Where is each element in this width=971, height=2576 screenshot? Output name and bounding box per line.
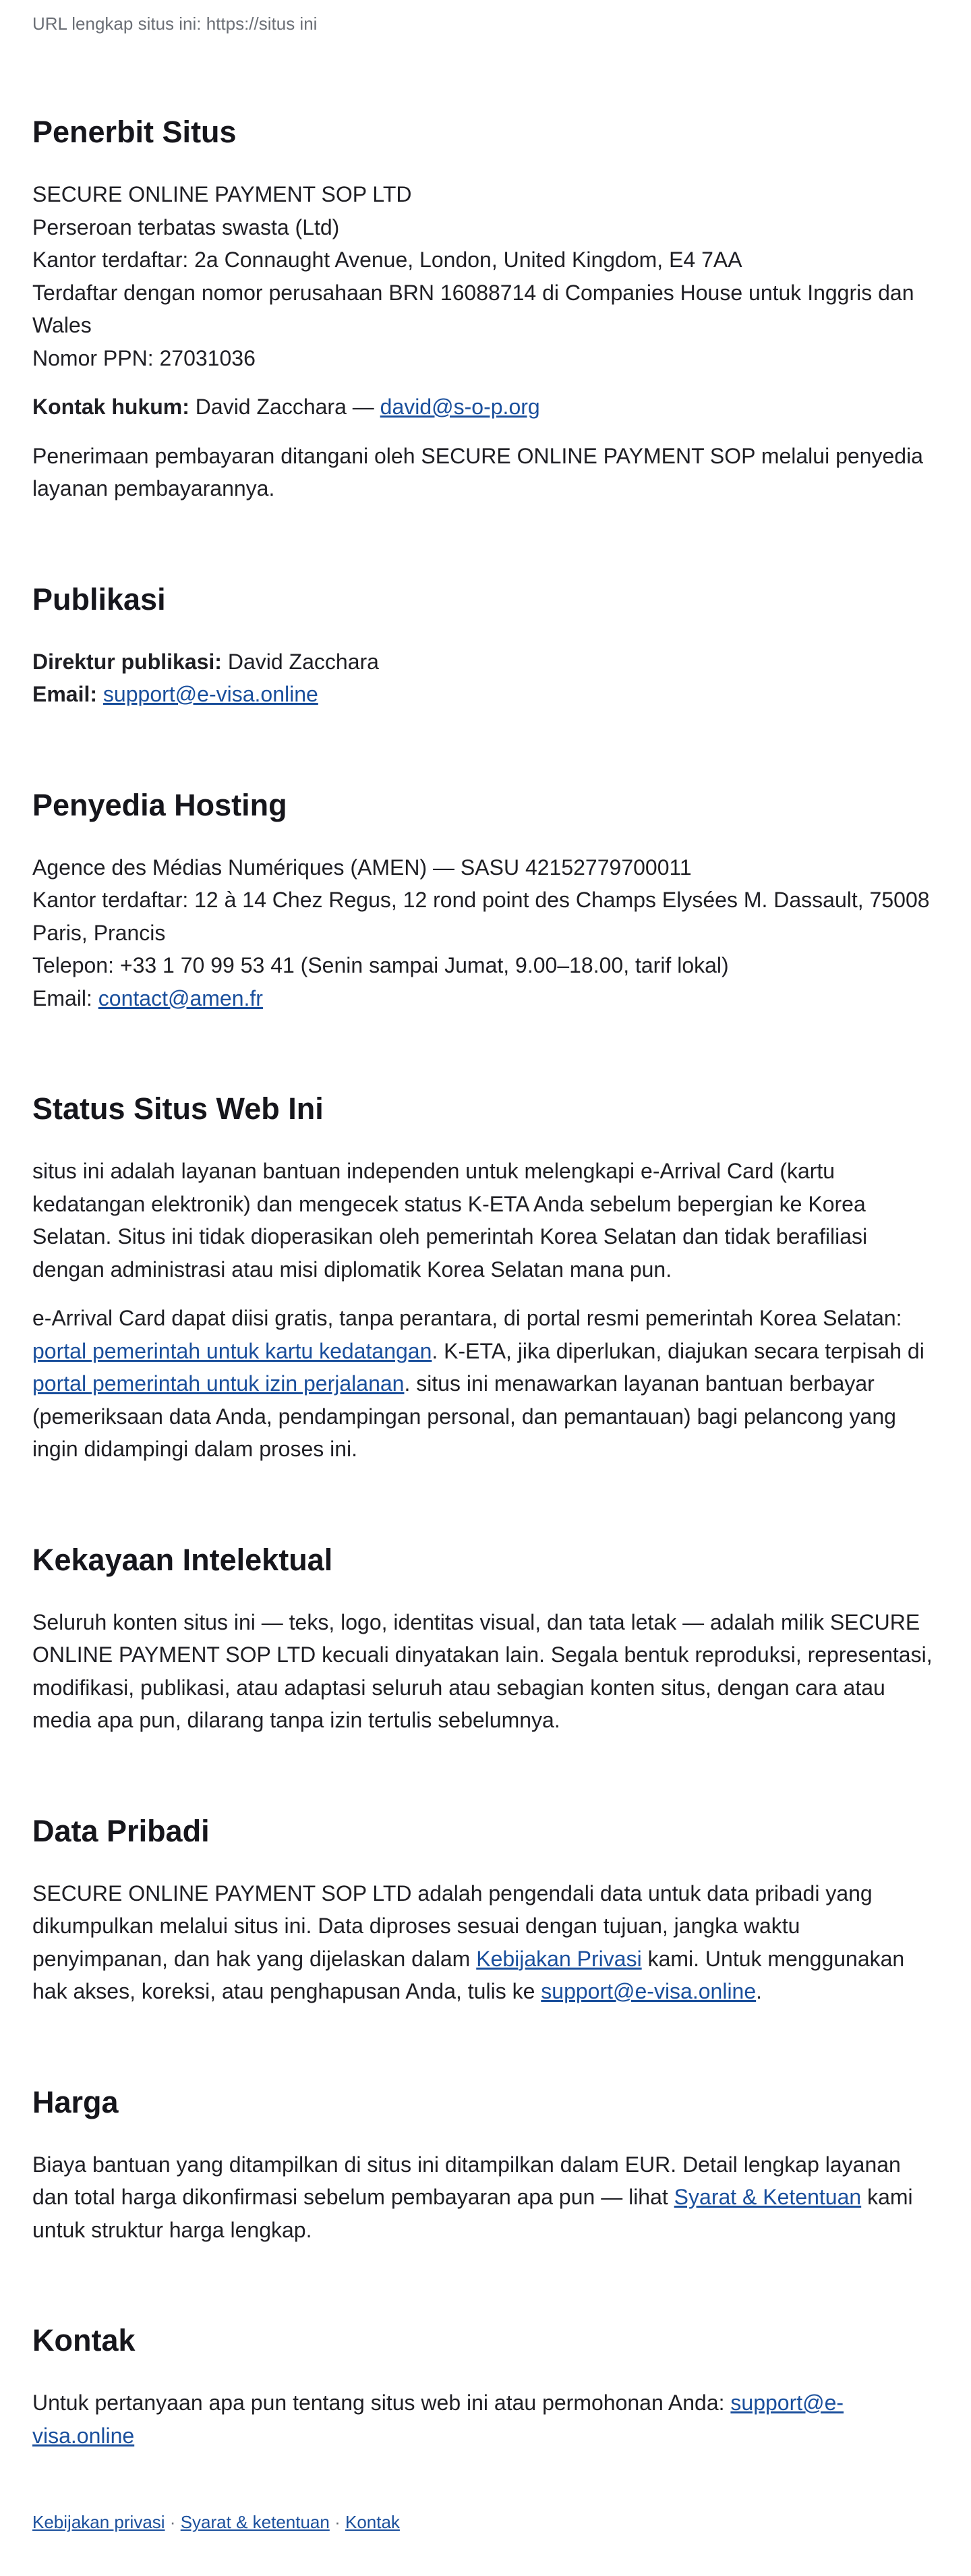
- pricing-paragraph: [32, 2148, 939, 2247]
- publication-title: Publikasi: [32, 581, 166, 617]
- travel-permit-portal-link[interactable]: portal pemerintah untuk izin perjalanan: [32, 1371, 405, 1396]
- contact-title: Kontak: [32, 2323, 136, 2357]
- pricing-text-b: kami untuk struktur harga lengkap.: [32, 2185, 913, 2242]
- ip-paragraph: Seluruh konten situs ini — teks, logo, identitas visual, dan tata letak — adalah milik SECURE ONLINE PAYMENT SOP LTD kecuali dinyatakan lain. Segala bentuk reproduksi, representasi, modifikasi, publikasi, atau adaptasi seluruh atau sebagian konten situs, dengan cara atau media apa pun, dilarang tanpa izin tertulis sebelumnya.: [32, 1609, 933, 1732]
- status-paragraph-2: [32, 1302, 939, 1466]
- payment-note: Penerimaan pembayaran ditangani oleh SECURE ONLINE PAYMENT SOP melalui penyedia layanan pembayarannya.: [32, 443, 923, 500]
- director-name: David Zacchara: [227, 649, 379, 674]
- publication-details: [32, 646, 939, 711]
- privacy-paragraph: [32, 1877, 939, 2008]
- arrival-card-portal-link[interactable]: portal pemerintah untuk kartu kedatangan: [32, 1338, 432, 1363]
- publisher-section: [32, 112, 939, 505]
- status-p2-text-a: e-Arrival Card dapat diisi gratis, tanpa perantara, di portal resmi pemerintah Korea Selatan:: [32, 1306, 902, 1330]
- contact-text: Untuk pertanyaan apa pun tentang situs web ini atau permohonan Anda:: [32, 2391, 725, 2415]
- ip-title: Kekayaan Intelektual: [32, 1542, 333, 1577]
- footer-terms-link[interactable]: Syarat & ketentuan: [180, 2512, 330, 2532]
- hosting-office: Kantor terdaftar: 12 à 14 Chez Regus, 12 rond point des Champs Elysées M. Dassault, 75008 Paris, Prancis: [32, 888, 930, 945]
- hosting-title: Penyedia Hosting: [32, 787, 287, 822]
- status-section: [32, 1089, 939, 1466]
- status-p2-text-c: . situs ini menawarkan layanan bantuan berbayar (pemeriksaan data Anda, pendampingan personal, dan pemantauan) bagi pelancong yang ingin didampingi dalam proses ini.: [32, 1371, 896, 1461]
- vat-number: Nomor PPN: 27031036: [32, 345, 256, 370]
- privacy-text-a: SECURE ONLINE PAYMENT SOP LTD adalah pengendali data untuk data pribadi yang dikumpulkan melalui situs ini. Data diproses sesuai dengan tujuan, jangka waktu penyimpanan, dan hak yang dijelaskan dalam: [32, 1881, 873, 1971]
- status-paragraph-1: situs ini adalah layanan bantuan independen untuk melengkapi e-Arrival Card (kartu kedatangan elektronik) dan mengecek status K-ETA Anda sebelum bepergian ke Korea Selatan. Situs ini tidak dioperasikan oleh pemerintah Korea Selatan dan tidak berafiliasi dengan administrasi atau misi diplomatik Korea Selatan mana pun.: [32, 1159, 868, 1282]
- privacy-section: [32, 1811, 939, 2008]
- publication-section: [32, 579, 939, 711]
- contact-paragraph: [32, 2386, 939, 2452]
- contact-email-link[interactable]: support@e-visa.online: [32, 2391, 844, 2448]
- publisher-details: [32, 178, 939, 374]
- hosting-email: [32, 982, 939, 1015]
- legal-contact-label: Kontak hukum:: [32, 395, 189, 419]
- publisher-title: Penerbit Situs: [32, 115, 237, 149]
- legal-contact-email-link[interactable]: david@s-o-p.org: [380, 395, 540, 419]
- footer-privacy-link[interactable]: Kebijakan privasi: [32, 2512, 165, 2532]
- footer-contact-link[interactable]: Kontak: [345, 2512, 400, 2532]
- footer-separator: ·: [334, 2512, 341, 2532]
- footer-links: [32, 2509, 939, 2536]
- director-label: Direktur publikasi:: [32, 649, 222, 674]
- registered-office: Kantor terdaftar: 2a Connaught Avenue, London, United Kingdom, E4 7AA: [32, 248, 742, 272]
- publication-director: [32, 646, 939, 679]
- publication-email-label: Email:: [32, 682, 98, 706]
- company-type: Perseroan terbatas swasta (Ltd): [32, 214, 340, 239]
- privacy-text-c: .: [756, 1979, 763, 2003]
- privacy-email-link[interactable]: support@e-visa.online: [541, 1979, 757, 2003]
- contact-section: [32, 2320, 939, 2452]
- pricing-section: [32, 2082, 939, 2247]
- ip-section: [32, 1540, 939, 1737]
- hosting-section: [32, 785, 939, 1015]
- terms-link[interactable]: Syarat & Ketentuan: [674, 2185, 862, 2209]
- privacy-policy-link[interactable]: Kebijakan Privasi: [476, 1946, 642, 1971]
- hosting-company: Agence des Médias Numériques (AMEN) — SASU 42152779700011: [32, 855, 692, 880]
- footer-separator: ·: [169, 2512, 176, 2532]
- company-registration: Terdaftar dengan nomor perusahaan BRN 16088714 di Companies House untuk Inggris dan Wales: [32, 280, 914, 337]
- privacy-title: Data Pribadi: [32, 1813, 210, 1848]
- status-p2-text-b: . K-ETA, jika diperlukan, diajukan secara terpisah di: [432, 1338, 924, 1363]
- hosting-details: [32, 851, 939, 1015]
- legal-contact: [32, 391, 939, 424]
- hosting-email-link[interactable]: contact@amen.fr: [98, 985, 263, 1010]
- pricing-text-a: Biaya bantuan yang ditampilkan di situs ini ditampilkan dalam EUR. Detail lengkap layanan dan total harga dikonfirmasi sebelum pembayaran apa pun — lihat: [32, 2152, 901, 2209]
- site-url-line: URL lengkap situs ini: https://situs ini: [32, 13, 318, 34]
- company-name: SECURE ONLINE PAYMENT SOP LTD: [32, 182, 412, 206]
- legal-contact-name: David Zacchara —: [195, 395, 374, 419]
- publication-email-link[interactable]: support@e-visa.online: [102, 682, 318, 706]
- hosting-phone: Telepon: +33 1 70 99 53 41 (Senin sampai Jumat, 9.00–18.00, tarif lokal): [32, 953, 729, 977]
- publication-email: [32, 678, 939, 711]
- pricing-title: Harga: [32, 2084, 119, 2119]
- status-title: Status Situs Web Ini: [32, 1091, 324, 1126]
- privacy-text-b: kami. Untuk menggunakan hak akses, koreksi, atau penghapusan Anda, tulis ke: [32, 1946, 905, 2003]
- hosting-email-label: Email:: [32, 985, 92, 1010]
